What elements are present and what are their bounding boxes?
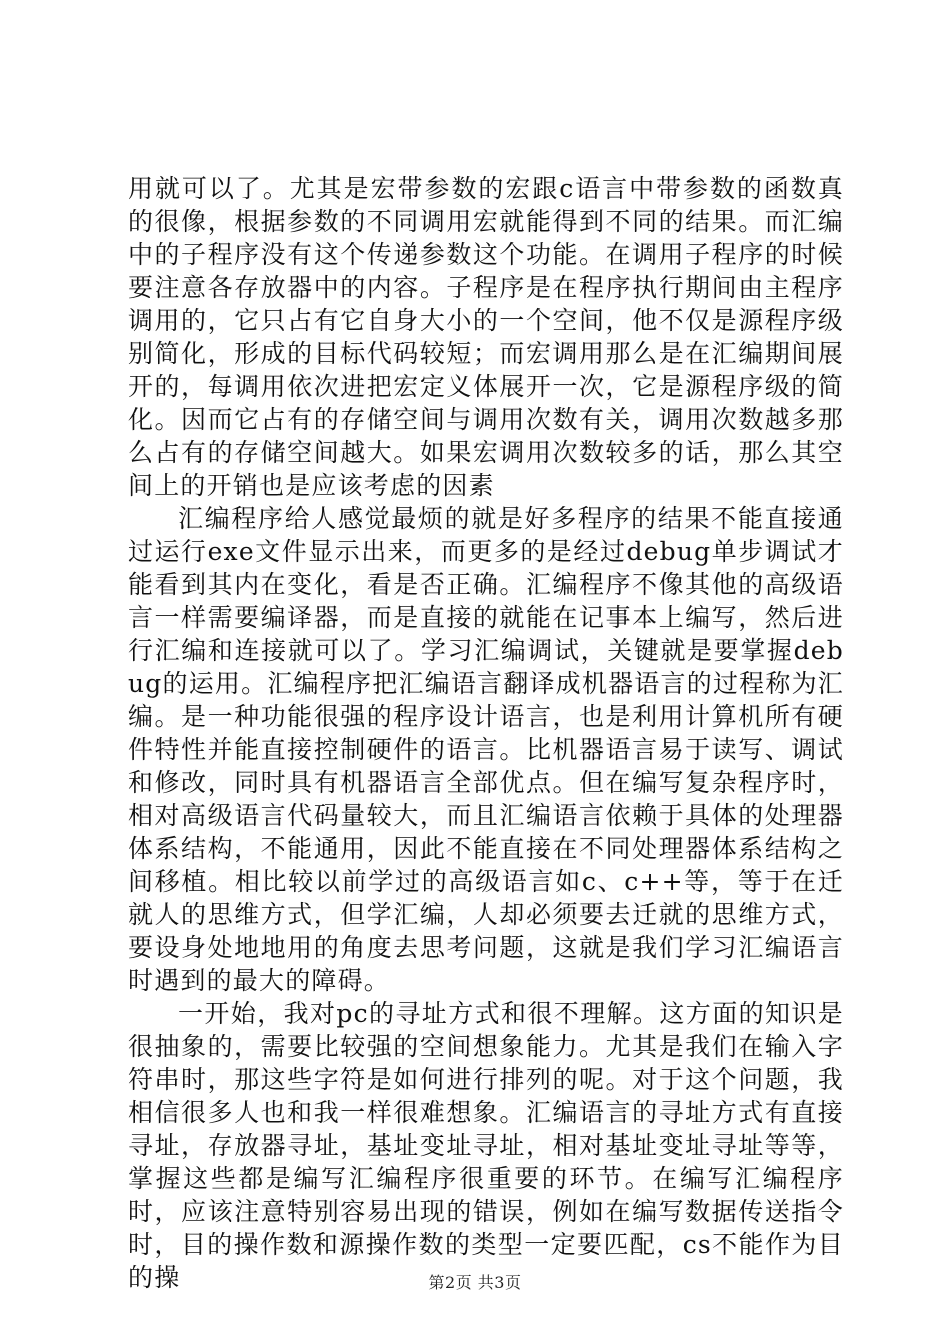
paragraph-3: 一开始，我对pc的寻址方式和很不理解。这方面的知识是很抽象的，需要比较强的空间想象能力。尤其是我们在输入字符串时，那这些字符是如何进行排列的呢。对于这个问题，我相信很多人也和我一样很难想象。汇编语言的寻址方式有直接寻址，存放器寻址，基址变址寻址，相对基址变址寻址等等，掌握这些都是编写汇编程序很重要的环节。在编写汇编程序时，应该注意特别容易出现的错误，例如在编写数据传送指令时，目的操作数和源操作数的类型一定要匹配，cs不能作为目的操 — [128, 999, 844, 1292]
paragraph-1: 用就可以了。尤其是宏带参数的宏跟c语言中带参数的函数真的很像，根据参数的不同调用宏就能得到不同的结果。而汇编中的子程序没有这个传递参数这个功能。在调用子程序的时候要注意各存放器中的内容。子程序是在程序执行期间由主程序调用的，它只占有它自身大小的一个空间，他不仅是源程序级别简化，形成的目标代码较短；而宏调用那么是在汇编期间展开的，每调用依次进把宏定义体展开一次，它是源程序级的简化。因而它占有的存储空间与调用次数有关，调用次数越多那么占有的存储空间越大。如果宏调用次数较多的话，那么其空间上的开销也是应该考虑的因素 — [128, 174, 844, 500]
paragraph-2: 汇编程序给人感觉最烦的就是好多程序的结果不能直接通过运行exe文件显示出来，而更多的是经过debug单步调试才能看到其内在变化，看是否正确。汇编程序不像其他的高级语言一样需要编译器，而是直接的就能在记事本上编写，然后进行汇编和连接就可以了。学习汇编调试，关键就是要掌握debug的运用。汇编程序把汇编语言翻译成机器语言的过程称为汇编。是一种功能很强的程序设计语言，也是利用计算机所有硬件特性并能直接控制硬件的语言。比机器语言易于读写、调试和修改，同时具有机器语言全部优点。但在编写复杂程序时，相对高级语言代码量较大，而且汇编语言依赖于具体的处理器体系结构，不能通用，因此不能直接在不同处理器体系结构之间移植。相比较以前学过的高级语言如c、c++等，等于在迁就人的思维方式，但学汇编，人却必须要去迁就的思维方式，要设身处地地用的角度去思考问题，这就是我们学习汇编语言时遇到的最大的障碍。 — [128, 504, 844, 995]
document-body — [128, 172, 844, 1294]
page-number-footer: 第2页 共3页 — [428, 1273, 522, 1292]
